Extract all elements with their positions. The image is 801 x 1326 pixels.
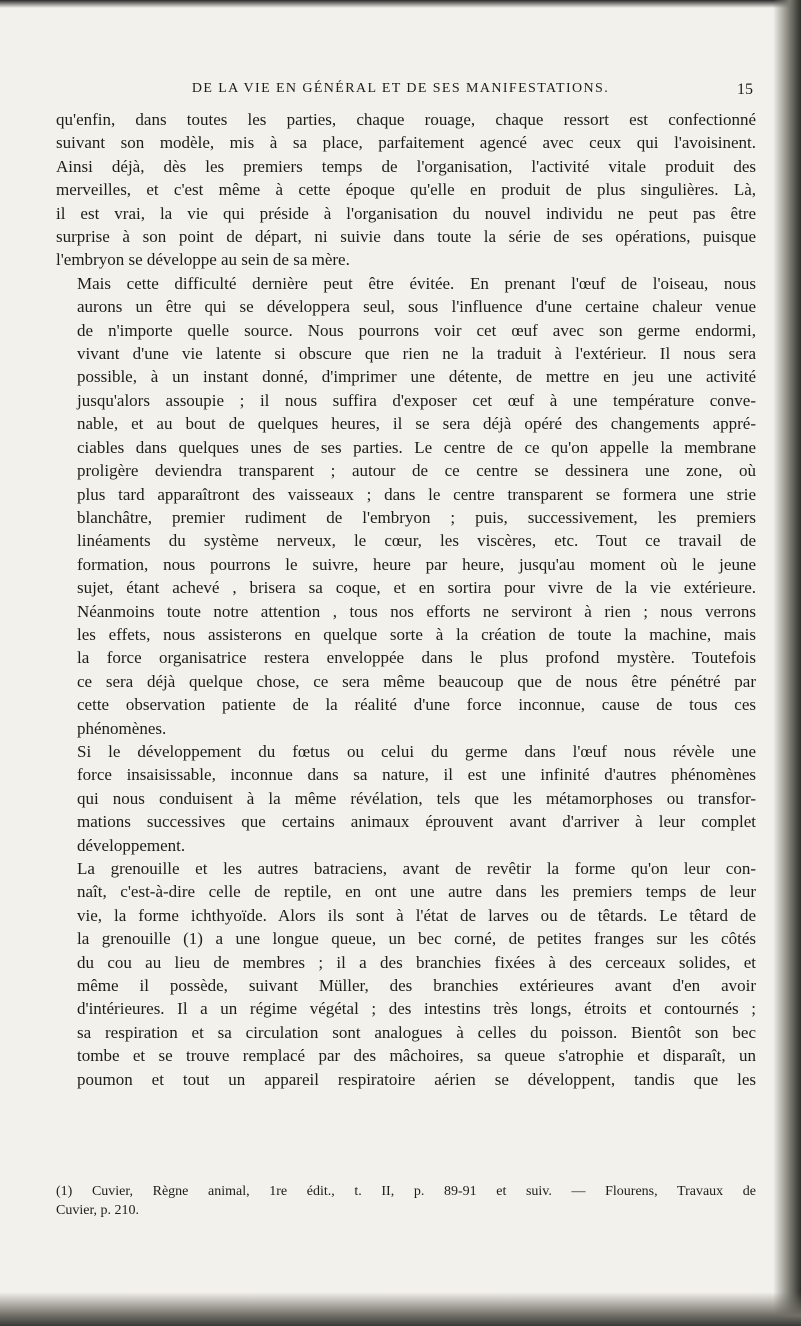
text-line: cette observation patiente de la réalité d'une force inconnue, cause de tous ces (77, 695, 756, 715)
text-line: Si le développement du fœtus ou celui du germe dans l'œuf nous révèle une (77, 741, 756, 761)
text-line: vie, la forme ichthyoïde. Alors ils sont à l'état de larves ou de têtards. Le têtard de (77, 905, 756, 925)
text-line: force insaisissable, inconnue dans sa nature, il est une infinité d'autres phénomènes (77, 765, 756, 785)
text-line: les effets, nous assisterons en quelque sorte à la création de toute la machine, mais (77, 624, 756, 644)
paragraph (56, 108, 756, 272)
page-number: 15 (737, 81, 753, 98)
paragraph (56, 740, 756, 857)
paragraph (56, 857, 756, 1091)
text-line: d'intérieures. Il a un régime végétal ; des intestins très longs, étroits et contournés ; (77, 999, 756, 1019)
text-line: qu'enfin, dans toutes les parties, chaque rouage, chaque ressort est confectionné (56, 110, 756, 129)
body-text (56, 108, 756, 1091)
text-line: linéaments du système nerveux, le cœur, les viscères, etc. Tout ce travail de (77, 531, 756, 551)
footnote-line: Cuvier, p. 210. (56, 1203, 140, 1218)
text-line: vivant d'une vie latente si obscure que rien ne la traduit à l'extérieur. Il nous sera (77, 344, 756, 364)
text-line: Mais cette difficulté dernière peut être évitée. En prenant l'œuf de l'oiseau, nous (77, 273, 756, 293)
text-line: développement. (77, 835, 186, 855)
text-line: Néanmoins toute notre attention , tous nos efforts ne serviront à rien ; nous verrons (77, 601, 756, 621)
scan-right-edge (773, 0, 801, 1326)
text-line: possible, à un instant donné, d'imprimer une détente, de mettre en jeu une activité (77, 367, 756, 387)
text-line: il est vrai, la vie qui préside à l'organisation du nouvel individu ne peut pas être (56, 203, 756, 223)
text-line: plus tard apparaîtront des vaisseaux ; dans le centre transparent se formera une strie (77, 484, 756, 504)
text-line: blanchâtre, premier rudiment de l'embryon ; puis, successivement, les premiers (77, 507, 756, 527)
text-line: nable, et au bout de quelques heures, il se sera déjà opéré des changements appré- (77, 414, 756, 434)
text-line: la force organisatrice restera enveloppée dans le plus profond mystère. Toutefois (77, 648, 756, 668)
text-line: de n'importe quelle source. Nous pourrons voir cet œuf avec son germe endormi, (77, 320, 756, 340)
text-line: surprise à son point de départ, ni suivie dans toute la série de ses opérations, puisque (56, 227, 756, 247)
text-line: sujet, étant achevé , brisera sa coque, et en sortira pour vivre de la vie extérieure. (77, 578, 756, 598)
running-head (0, 81, 801, 103)
text-line: jusqu'alors assoupie ; il nous suffira d'exposer cet œuf à une température conve- (77, 390, 756, 410)
text-line: mations successives que certains animaux éprouvent avant d'arriver à leur complet (77, 812, 756, 832)
footnote (56, 1182, 756, 1220)
text-line: ce sera déjà quelque chose, ce sera même beaucoup que de nous être pénétré par (77, 671, 756, 691)
text-line: phénomènes. (77, 718, 167, 738)
text-line: même il possède, suivant Müller, des branchies extérieures avant d'en avoir (77, 976, 756, 996)
text-line: qui nous conduisent à la même révélation, tels que les métamorphoses ou transfor- (77, 788, 756, 808)
text-line: tombe et se trouve remplacé par des mâchoires, sa queue s'atrophie et disparaît, un (77, 1046, 756, 1066)
text-line: sa respiration et sa circulation sont analogues à celles du poisson. Bientôt son bec (77, 1022, 756, 1042)
scan-bottom-edge (0, 1292, 801, 1326)
text-line: du cou au lieu de membres ; il a des branchies fixées à des cerceaux solides, et (77, 952, 756, 972)
text-line: ciables dans quelques unes de ses parties. Le centre de ce qu'on appelle la membrane (77, 437, 756, 457)
text-line: suivant son modèle, mis à sa place, parfaitement agencé avec ceux qui l'avoisinent. (56, 133, 756, 153)
text-line: Ainsi déjà, dès les premiers temps de l'organisation, l'activité vitale produit des (56, 156, 756, 176)
text-line: formation, nous pourrons le suivre, heure par heure, jusqu'au moment où le jeune (77, 554, 756, 574)
paragraph (56, 272, 756, 740)
text-line: l'embryon se développe au sein de sa mère. (56, 250, 350, 270)
text-line: naît, c'est-à-dire celle de reptile, en ont une autre dans les premiers temps de leur (77, 882, 756, 902)
scan-top-shadow (0, 0, 801, 8)
running-title: DE LA VIE EN GÉNÉRAL ET DE SES MANIFESTATIONS. (191, 81, 610, 96)
text-line: aurons un être qui se développera seul, sous l'influence d'une certaine chaleur venue (77, 297, 756, 317)
text-line: la grenouille (1) a une longue queue, un bec corné, de petites franges sur les côtés (77, 929, 756, 949)
text-line: poumon et tout un appareil respiratoire aérien se développent, tandis que les (77, 1069, 756, 1089)
footnote-line: (1) Cuvier, Règne animal, 1re édit., t. II, p. 89-91 et suiv. — Flourens, Travaux de (56, 1184, 756, 1199)
text-line: proligère deviendra transparent ; autour de ce centre se dessinera une zone, où (77, 461, 756, 481)
text-line: La grenouille et les autres batraciens, avant de revêtir la forme qu'on leur con- (77, 859, 756, 878)
text-line: merveilles, et c'est même à cette époque qu'elle en produit de plus singulières. Là, (56, 180, 756, 200)
